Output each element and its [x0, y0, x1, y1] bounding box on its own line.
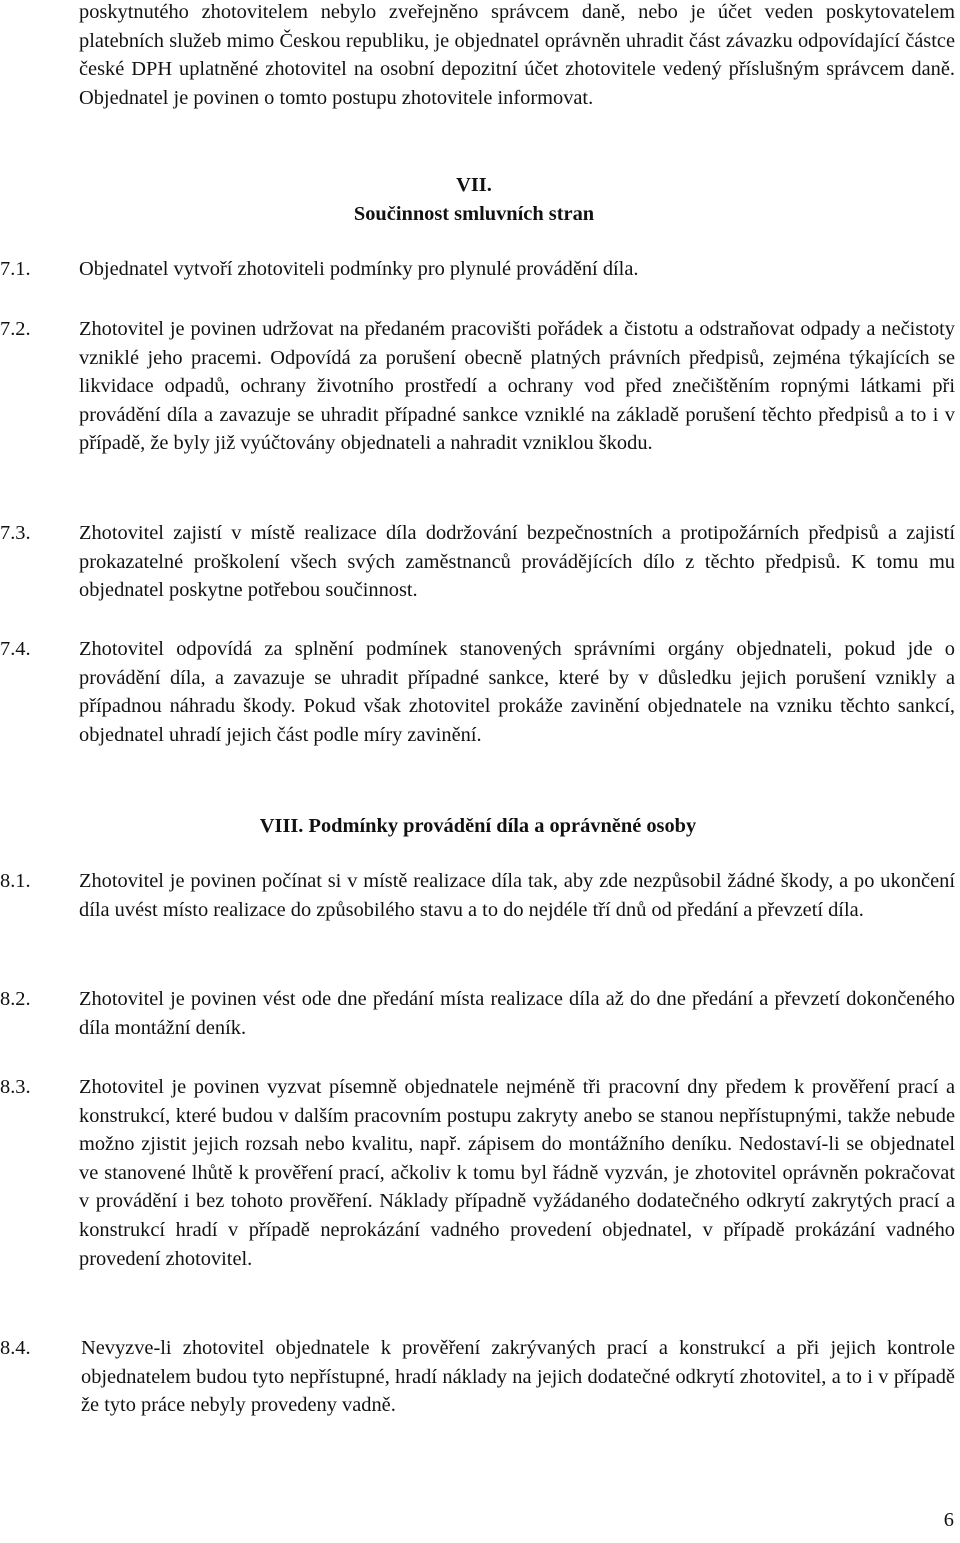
section-8-heading: VIII. Podmínky provádění díla a oprávněné osoby	[259, 815, 697, 837]
clause-number: 7.2.	[0, 318, 31, 340]
intro-paragraph: poskytnutého zhotovitelem nebylo zveřejněno správcem daně, nebo je účet veden poskytovatelem platebních služeb mimo Českou republiku, je objednatel oprávněn uhradit část závazku odpovídající částce české DPH uplatněné zhotovitel na osobní depozitní účet zhotovitele vedený příslušným správcem daně. Objednatel je povinen o tomto postupu zhotovitele informovat.	[79, 1, 955, 109]
clause-number: 8.1.	[0, 870, 31, 892]
clause-text: Zhotovitel je povinen počínat si v místě realizace díla tak, aby zde nezpůsobil žádné škody, a po ukončení díla uvést místo realizace do způsobilého stavu a to do nejdéle tří dnů od předání a převzetí díla.	[79, 870, 955, 921]
clause-text: Zhotovitel je povinen vést ode dne předání místa realizace díla až do dne předání a převzetí dokončeného díla montážní deník.	[79, 988, 955, 1039]
clause-text: Zhotovitel odpovídá za splnění podmínek stanovených správními orgány objednateli, pokud jde o provádění díla, a zavazuje se uhradit případné sankce, které by v důsledku jejich porušení vznikly a případnou náhradu škody. Pokud však zhotovitel prokáže zavinění objednatele na vzniku těchto sankcí, objednatel uhradí jejich část podle míry zavinění.	[79, 638, 955, 746]
clause-number: 7.4.	[0, 638, 31, 660]
clause-number: 7.3.	[0, 522, 31, 544]
page-number: 6	[943, 1509, 954, 1531]
clause-number: 8.2.	[0, 988, 31, 1010]
clause-number: 8.4.	[0, 1337, 31, 1359]
section-7-number: VII.	[456, 174, 492, 196]
clause-number: 7.1.	[0, 258, 31, 280]
clause-text: Zhotovitel je povinen vyzvat písemně objednatele nejméně tři pracovní dny předem k prověření prací a konstrukcí, které budou v dalším pracovním postupu zakryty anebo se stanou nepřístupnými, takže nebude možno zjistit jejich rozsah nebo kvalitu, např. zápisem do montážního deníku. Nedostaví-li se objednatel ve stanovené lhůtě k prověření prací, ačkoliv k tomu byl řádně vyzván, je zhotovitel oprávněn pokračovat v provádění i bez tohoto prověření. Náklady případně vyžádaného dodatečného odkrytí zakrytých prací a konstrukcí hradí v případě neprokázání vadného provedení objednatel, v případě prokázání vadného provedení zhotovitel.	[79, 1076, 955, 1270]
clause-text: Nevyzve-li zhotovitel objednatele k prověření zakrývaných prací a konstrukcí a při jejich kontrole objednatelem budou tyto nepřístupné, hradí náklady na jejich dodatečné odkrytí zhotovitel, a to i v případě že tyto práce nebyly provedeny vadně.	[81, 1337, 955, 1417]
clause-text: Objednatel vytvoří zhotoviteli podmínky pro plynulé provádění díla.	[79, 258, 639, 280]
clause-number: 8.3.	[0, 1076, 31, 1098]
section-7-title: Součinnost smluvních stran	[353, 203, 595, 225]
clause-text: Zhotovitel je povinen udržovat na předaném pracovišti pořádek a čistotu a odstraňovat odpady a nečistoty vzniklé jeho pracemi. Odpovídá za porušení obecně platných právních předpisů, zejména týkajících se likvidace odpadů, ochrany životního prostředí a ochrany vod před znečištěním ropnými látkami při provádění díla a zavazuje se uhradit případné sankce vzniklé na základě porušení těchto předpisů a to i v případě, že byly již vyúčtovány objednateli a nahradit vzniklou škodu.	[79, 318, 955, 455]
clause-text: Zhotovitel zajistí v místě realizace díla dodržování bezpečnostních a protipožárních předpisů a zajistí prokazatelné proškolení všech svých zaměstnanců provádějících dílo z těchto předpisů. K tomu mu objednatel poskytne potřebou součinnost.	[79, 522, 955, 602]
